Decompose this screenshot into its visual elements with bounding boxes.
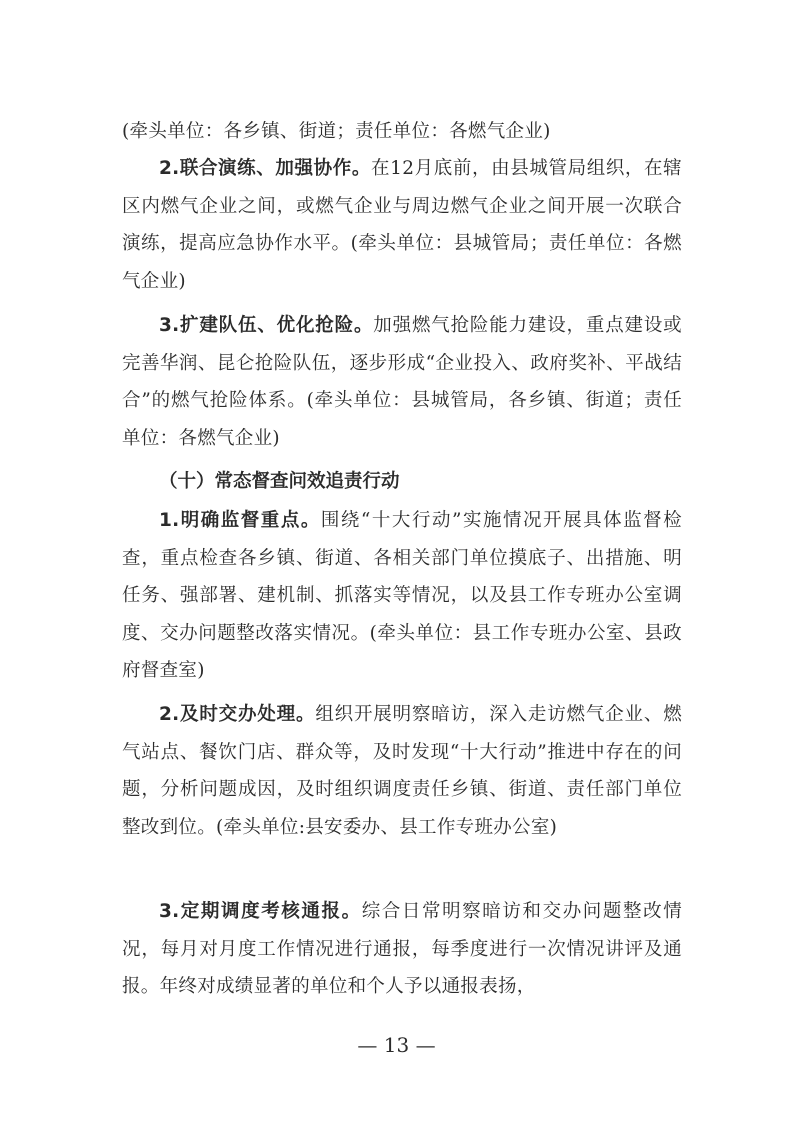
page-number: — 13 — — [357, 1033, 436, 1057]
paragraph-lead: 3.扩建队伍、优化抢险。 — [159, 315, 374, 336]
paragraph-text: (牵头单位：各乡镇、街道；责任单位：各燃气企业) — [122, 121, 551, 142]
paragraph-text: 围绕“十大行动”实施情况开展具体监督检查，重点检查各乡镇、街道、各相关部门单位摸底子、出措施、明任务、强部署、建机制、抓落实等情况，以及县工作专班办公室调度、交办问题整改落实情况。(牵头单位：县工作专班办公室、县政府督查室) — [122, 510, 682, 681]
paragraph-lead: 3.定期调度考核通报。 — [159, 901, 362, 922]
paragraph-lead: 2.及时交办处理。 — [159, 704, 316, 725]
paragraph-joint-drill — [122, 150, 682, 300]
paragraph-responsibility-note — [122, 113, 682, 151]
paragraph-supervision-focus — [122, 502, 682, 690]
paragraph-periodic-report — [122, 893, 682, 1006]
paragraph-text: 加强燃气抢险能力建设，重点建设或完善华润、昆仑抢险队伍，逐步形成“企业投入、政府奖补、平战结合”的燃气抢险体系。(牵头单位：县城管局，各乡镇、街道；责任单位：各燃气企业) — [122, 315, 682, 449]
paragraph-rescue-team — [122, 307, 682, 457]
paragraph-lead: 1.明确监督重点。 — [159, 510, 321, 531]
section-heading: （十）常态督查问效追责行动 — [159, 471, 400, 492]
paragraph-lead: 2.联合演练、加强协作。 — [159, 158, 372, 179]
paragraph-timely-handling — [122, 696, 682, 846]
paragraph-text: 综合日常明察暗访和交办问题整改情况，每月对月度工作情况进行通报，每季度进行一次情况讲评及通报。年终对成绩显著的单位和个人予以通报表扬， — [122, 901, 682, 997]
paragraph-text: 在12月底前，由县城管局组织，在辖区内燃气企业之间，或燃气企业与周边燃气企业之间开展一次联合演练，提高应急协作水平。(牵头单位：县城管局；责任单位：各燃气企业) — [122, 158, 682, 292]
paragraph-text: 组织开展明察暗访，深入走访燃气企业、燃气站点、餐饮门店、群众等，及时发现“十大行动”推进中存在的问题，分析问题成因，及时组织调度责任乡镇、街道、责任部门单位整改到位。(牵头单位:县安委办、县工作专班办公室) — [122, 704, 682, 838]
